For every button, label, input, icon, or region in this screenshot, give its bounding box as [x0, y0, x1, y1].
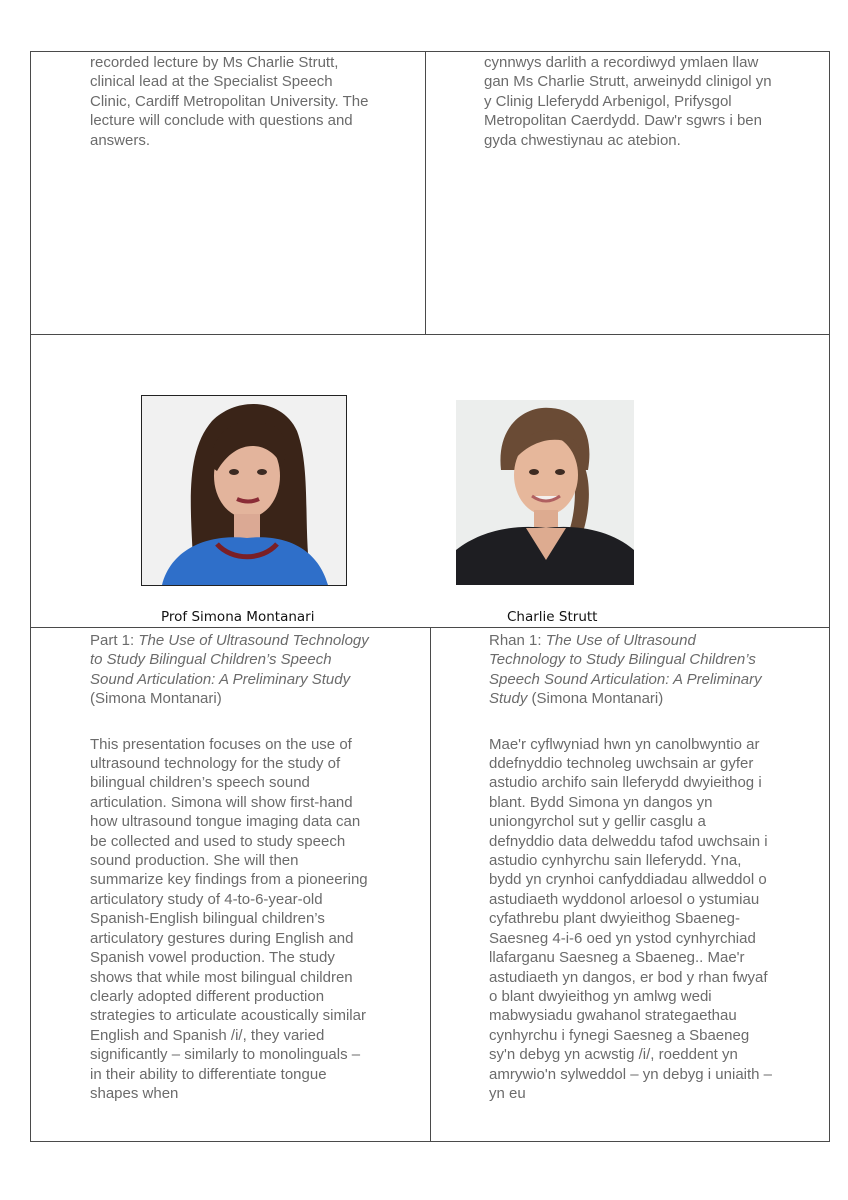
- part1-left-heading: [90, 631, 375, 709]
- speaker-name: (Simona Montanari): [90, 690, 222, 708]
- part1-right-heading: [489, 631, 774, 709]
- top-right-text: cynnwys darlith a recordiwyd ymlaen llaw gan Ms Charlie Strutt, arweinydd clinigol yn y Clinig Lleferydd Arbenigol, Prifysgol Metropolitan Caerdydd. Daw'r sgwrs i ben gyda chwestiynau ac atebion.: [484, 54, 772, 149]
- row-divider-1: [30, 334, 830, 335]
- talk-title: The Use of Ultrasound Technology to Study Bilingual Children’s Speech Sound Articulation: A Preliminary Study: [90, 632, 369, 688]
- part1-left-cell: [90, 631, 375, 1103]
- portrait-simona-montanari: [141, 395, 347, 586]
- portrait-charlie-strutt: [456, 400, 634, 585]
- part1-left-body: This presentation focuses on the use of ultrasound technology for the study of bilingual children’s speech sound articulation. Simona will show first-hand how ultrasound tongue imaging data can be collected and used to study speech sound production. She will then summarize key findings from a pioneering articulatory study of 4-to-6-year-old Spanish-English bilingual children’s articulatory gestures during English and Spanish vowel production. The study shows that while most bilingual children clearly adopted different production strategies to articulate acoustically similar English and Spanish /i/, they varied significantly – similarly to monolinguals – in their ability to differentiate tongue shapes when: [90, 735, 368, 1102]
- column-divider-bottom: [430, 627, 431, 1142]
- part1-right-body: Mae'r cyflwyniad hwn yn canolbwyntio ar ddefnyddio technoleg uwchsain ar gyfer astudio archifo sain lleferydd dwyieithog i blant. Bydd Simona yn dangos yn uniongyrchol sut y gellir casglu a defnyddio data delweddu tafod uwchsain i astudio cynhyrchu sain lleferydd. Yna, bydd yn crynhoi canfyddiadau allweddol o astudiaeth wyddonol arloesol o ystumiau cyfathrebu plant dwyieithog Sbaeneg-Saesneg 4-i-6 oed yn ystod cynhyrchiad llafarganu Saesneg a Sbaeneg.. Mae'r astudiaeth yn dangos, er bod y rhan fwyaf o blant dwyieithog yn amlwg wedi mabwysiadu gwahanol strategaethau cynhyrchu i fynegi Saesneg a Sbaeneg sy'n debyg yn acwstig /i/, roeddent yn amrywio'n sylweddol – yn debyg i uniaith – yn eu: [489, 735, 773, 1102]
- part-label: Rhan 1:: [489, 632, 546, 649]
- caption-simona-montanari: Prof Simona Montanari: [161, 609, 315, 625]
- top-right-cell: [484, 53, 774, 150]
- part-label: Part 1:: [90, 632, 139, 649]
- column-divider-top: [425, 51, 426, 335]
- speaker-name: (Simona Montanari): [527, 690, 664, 708]
- top-left-cell: [90, 53, 375, 150]
- talk-title: The Use of Ultrasound Technology to Study Bilingual Children’s Speech Sound Articulation: A Preliminary Study: [489, 632, 762, 708]
- part1-right-cell: [489, 631, 774, 1103]
- caption-charlie-strutt: Charlie Strutt: [507, 609, 598, 625]
- top-left-text: recorded lecture by Ms Charlie Strutt, clinical lead at the Specialist Speech Clinic, Cardiff Metropolitan University. The lecture will conclude with questions and answers.: [90, 54, 369, 149]
